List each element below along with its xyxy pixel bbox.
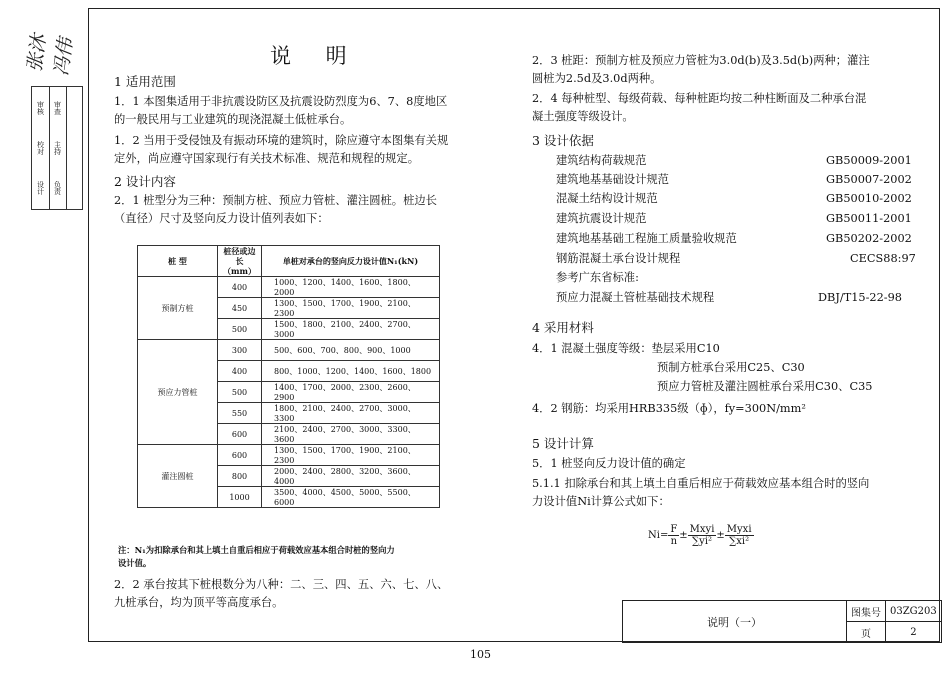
table-row bbox=[138, 277, 440, 298]
paragraph-line: 5．1 桩竖向反力设计值的确定 bbox=[532, 457, 686, 470]
paragraph-line: 4．2 钢筋：均采用HRB335级（ɸ），fy=300N/mm² bbox=[532, 402, 806, 415]
pile-size: 400 bbox=[218, 277, 262, 298]
standard-name: 建筑地基基础工程施工质量验收规范 bbox=[556, 232, 737, 245]
formula-pm: ± bbox=[679, 530, 688, 541]
paragraph-line: 2．3 桩距：预制方桩及预应力管桩为3.0d(b)及3.5d(b)两种；灌注 bbox=[532, 54, 870, 67]
paragraph-line: 预应力管桩及灌注圆桩承台采用C30、C35 bbox=[657, 380, 873, 393]
standard-code: DBJ/T15-22-98 bbox=[818, 291, 902, 304]
paragraph-line: 2．4 每种桩型、每级荷载、每种桩距均按二种柱断面及二种承台混 bbox=[532, 92, 867, 105]
standard-name: 钢筋混凝土承台设计规程 bbox=[556, 252, 681, 265]
atlas-label: 图集号 bbox=[847, 601, 886, 622]
sidebar-cell: 审核 bbox=[36, 101, 45, 115]
pile-size: 1000 bbox=[218, 487, 262, 508]
paragraph-line: 圆桩为2.5d及3.0d两种。 bbox=[532, 72, 662, 85]
pile-size: 500 bbox=[218, 382, 262, 403]
sheet-number: 2 bbox=[886, 622, 942, 643]
formula-pm: ± bbox=[716, 530, 725, 541]
table-header: 桩径或边长 （mm） bbox=[218, 246, 262, 277]
standard-code: GB50011-2001 bbox=[826, 212, 912, 225]
paragraph-line: 2．1 桩型分为三种：预制方桩、预应力管桩、灌注圆桩。桩边长 bbox=[114, 194, 437, 207]
section-heading: 2 设计内容 bbox=[114, 174, 176, 189]
paragraph-line: 预制方桩承台采用C25、C30 bbox=[657, 361, 805, 374]
standard-code: CECS88:97 bbox=[850, 252, 916, 265]
reaction-formula bbox=[648, 524, 754, 547]
formula-num: Myxi bbox=[726, 524, 752, 535]
handwritten-signature: 张沐 冯伟 bbox=[23, 32, 78, 78]
formula-den: ∑yi² bbox=[692, 536, 713, 547]
paragraph-line: 5.1.1 扣除承台和其上填土自重后相应于荷载效应基本组合时的竖向 bbox=[532, 477, 870, 490]
paragraph-line: 2．2 承台按其下桩根数分为八种：二、三、四、五、六、七、八、 bbox=[114, 578, 449, 591]
paragraph-line: 1．1 本图集适用于非抗震设防区及抗震设防烈度为6、7、8度地区 bbox=[114, 95, 448, 108]
pile-values: 800、1000、1200、1400、1600、1800 bbox=[262, 361, 440, 382]
pile-values: 2000、2400、2800、3200、3600、4000 bbox=[262, 466, 440, 487]
formula-num: Mxyi bbox=[689, 524, 715, 535]
pile-type: 预制方桩 bbox=[138, 277, 218, 340]
drawing-name: 说明（一） bbox=[623, 601, 847, 643]
sidebar-cell: 主持 bbox=[53, 141, 62, 155]
pile-values: 1300、1500、1700、1900、2100、2300 bbox=[262, 445, 440, 466]
paragraph-line: 定外，尚应遵守国家现行有关技术标准、规范和规程的规定。 bbox=[114, 152, 420, 165]
pile-size: 500 bbox=[218, 319, 262, 340]
pile-size: 800 bbox=[218, 466, 262, 487]
pile-values: 3500、4000、4500、5000、5500、6000 bbox=[262, 487, 440, 508]
standard-name: 建筑抗震设计规范 bbox=[556, 212, 647, 225]
standard-code: GB50009-2001 bbox=[826, 154, 912, 167]
paragraph-line: 力设计值Ni计算公式如下： bbox=[532, 495, 670, 508]
standard-name: 建筑结构荷载规范 bbox=[556, 154, 647, 167]
pile-size: 600 bbox=[218, 445, 262, 466]
pile-size: 300 bbox=[218, 340, 262, 361]
standard-code: GB50010-2002 bbox=[826, 192, 912, 205]
pile-values: 1300、1500、1700、1900、2100、2300 bbox=[262, 298, 440, 319]
pile-spec-table bbox=[137, 245, 440, 508]
sidebar-cell: 负责 bbox=[53, 181, 62, 195]
standard-name: 建筑地基基础设计规范 bbox=[556, 173, 669, 186]
pile-values: 1400、1700、2000、2300、2600、2900 bbox=[262, 382, 440, 403]
page-title: 说 明 bbox=[270, 44, 361, 68]
page-number: 105 bbox=[470, 648, 491, 661]
title-block bbox=[622, 600, 942, 643]
standard-name: 预应力混凝土管桩基础技术规程 bbox=[556, 291, 715, 304]
table-note bbox=[118, 544, 395, 570]
standard-name: 混凝土结构设计规范 bbox=[556, 192, 658, 205]
table-row bbox=[138, 340, 440, 361]
pile-values: 500、600、700、800、900、1000 bbox=[262, 340, 440, 361]
pile-values: 1800、2100、2400、2700、3000、3300 bbox=[262, 403, 440, 424]
formula-den: ∑xi² bbox=[729, 536, 750, 547]
paragraph-line: 九桩承台，均为顶平等高度承台。 bbox=[114, 596, 284, 609]
table-header: 桩 型 bbox=[138, 246, 218, 277]
sidebar-cell: 校对 bbox=[36, 141, 45, 155]
paragraph-line: 的一般民用与工业建筑的现浇混凝土低桩承台。 bbox=[114, 113, 352, 126]
pile-size: 450 bbox=[218, 298, 262, 319]
pile-values: 2100、2400、2700、3000、3300、3600 bbox=[262, 424, 440, 445]
standard-code: GB50007-2002 bbox=[826, 173, 912, 186]
paragraph-line: （直径）尺寸及竖向反力设计值列表如下： bbox=[114, 212, 329, 225]
formula-num: F bbox=[670, 524, 678, 535]
paragraph-line: 1．2 当用于受侵蚀及有振动环境的建筑时，除应遵守本图集有关规 bbox=[114, 134, 449, 147]
standard-name: 参考广东省标准: bbox=[556, 271, 639, 284]
pile-size: 550 bbox=[218, 403, 262, 424]
formula-den: n bbox=[670, 536, 678, 547]
sidebar-cell: 设计 bbox=[36, 181, 45, 195]
pile-values: 1500、1800、2100、2400、2700、3000 bbox=[262, 319, 440, 340]
standard-code: GB50202-2002 bbox=[826, 232, 912, 245]
table-header: 单桩对承台的竖向反力设计值N₁(kN) bbox=[262, 246, 440, 277]
pile-size: 400 bbox=[218, 361, 262, 382]
pile-values: 1000、1200、1400、1600、1800、2000 bbox=[262, 277, 440, 298]
section-heading: 1 适用范围 bbox=[114, 74, 176, 89]
paragraph-line: 凝土强度等级设计。 bbox=[532, 110, 634, 123]
note-line: 设计值。 bbox=[118, 558, 152, 568]
note-line: 注：N₁为扣除承台和其上填土自重后相应于荷载效应基本组合时桩的竖向力 bbox=[118, 545, 395, 555]
atlas-number: 03ZG203 bbox=[886, 601, 942, 622]
section-heading: 3 设计依据 bbox=[532, 133, 594, 148]
table-row bbox=[138, 445, 440, 466]
pile-type: 灌注圆桩 bbox=[138, 445, 218, 508]
pile-type: 预应力管桩 bbox=[138, 340, 218, 445]
sidebar-cell: 审查 bbox=[53, 101, 62, 115]
paragraph-line: 4．1 混凝土强度等级：垫层采用C10 bbox=[532, 342, 720, 355]
section-heading: 4 采用材料 bbox=[532, 320, 594, 335]
approval-sidebar bbox=[31, 86, 83, 210]
section-heading: 5 设计计算 bbox=[532, 436, 594, 451]
formula-lhs: Ni= bbox=[648, 530, 669, 541]
pile-size: 600 bbox=[218, 424, 262, 445]
page-label: 页 bbox=[847, 622, 886, 643]
